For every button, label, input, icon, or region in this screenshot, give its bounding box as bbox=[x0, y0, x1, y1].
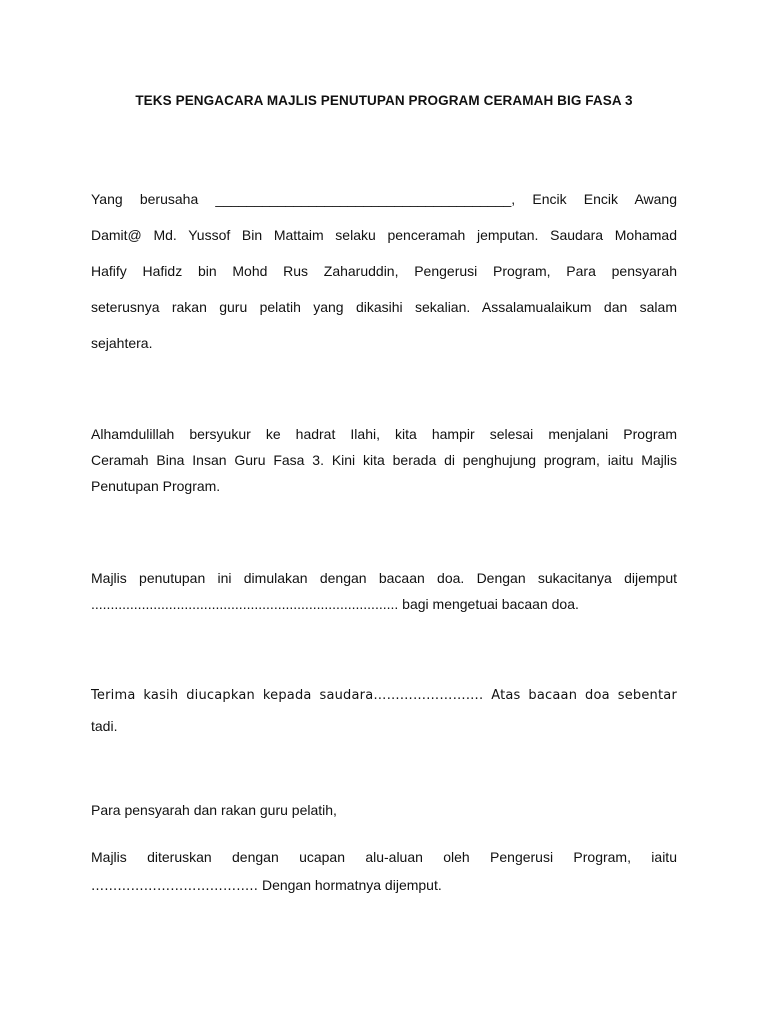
text-line: Penutupan Program. bbox=[91, 478, 221, 494]
text-line: Majlis diteruskan dengan ucapan alu-aluan oleh Pengerusi Program, iaitu bbox=[91, 849, 677, 865]
text-line: tadi. bbox=[91, 718, 118, 734]
text-line: Yang berusaha ______________________________________, Encik Encik Awang bbox=[91, 191, 677, 207]
paragraph-address bbox=[91, 797, 677, 823]
placeholder-dots: ……………………………….. bbox=[91, 879, 259, 894]
paragraph-welcome-speech bbox=[91, 843, 677, 901]
text-line: Para pensyarah dan rakan guru pelatih, bbox=[91, 802, 337, 818]
text-line: Alhamdulillah bersyukur ke hadrat Ilahi, kita hampir selesai menjalani Program bbox=[91, 426, 677, 442]
text-line: Terima kasih diucapkan kepada saudara……………………. Atas bacaan doa sebentar bbox=[91, 688, 677, 703]
text-line: seterusnya rakan guru pelatih yang dikasihi sekalian. Assalamualaikum dan salam bbox=[91, 299, 677, 315]
text-fragment: Dengan hormatnya dijemput. bbox=[258, 877, 442, 893]
text-line: Hafify Hafidz bin Mohd Rus Zaharuddin, Pengerusi Program, Para pensyarah bbox=[91, 263, 677, 279]
text-line: Majlis penutupan ini dimulakan dengan bacaan doa. Dengan sukacitanya dijemput bbox=[91, 570, 677, 586]
paragraph-prayer-invite bbox=[91, 565, 677, 617]
text-line: Ceramah Bina Insan Guru Fasa 3. Kini kita berada di penghujung program, iaitu Majlis bbox=[91, 452, 677, 468]
document-title: TEKS PENGACARA MAJLIS PENUTUPAN PROGRAM CERAMAH BIG FASA 3 bbox=[135, 93, 633, 108]
paragraph-greeting bbox=[91, 181, 677, 361]
text-line: sejahtera. bbox=[91, 335, 153, 351]
text-line: Damit@ Md. Yussof Bin Mattaim selaku penceramah jemputan. Saudara Mohamad bbox=[91, 227, 677, 243]
paragraph-opening bbox=[91, 421, 677, 499]
paragraph-thanks bbox=[91, 681, 677, 741]
text-line: ............................................................................... bagi mengetuai bacaan doa. bbox=[91, 596, 579, 612]
text-line bbox=[91, 871, 677, 901]
